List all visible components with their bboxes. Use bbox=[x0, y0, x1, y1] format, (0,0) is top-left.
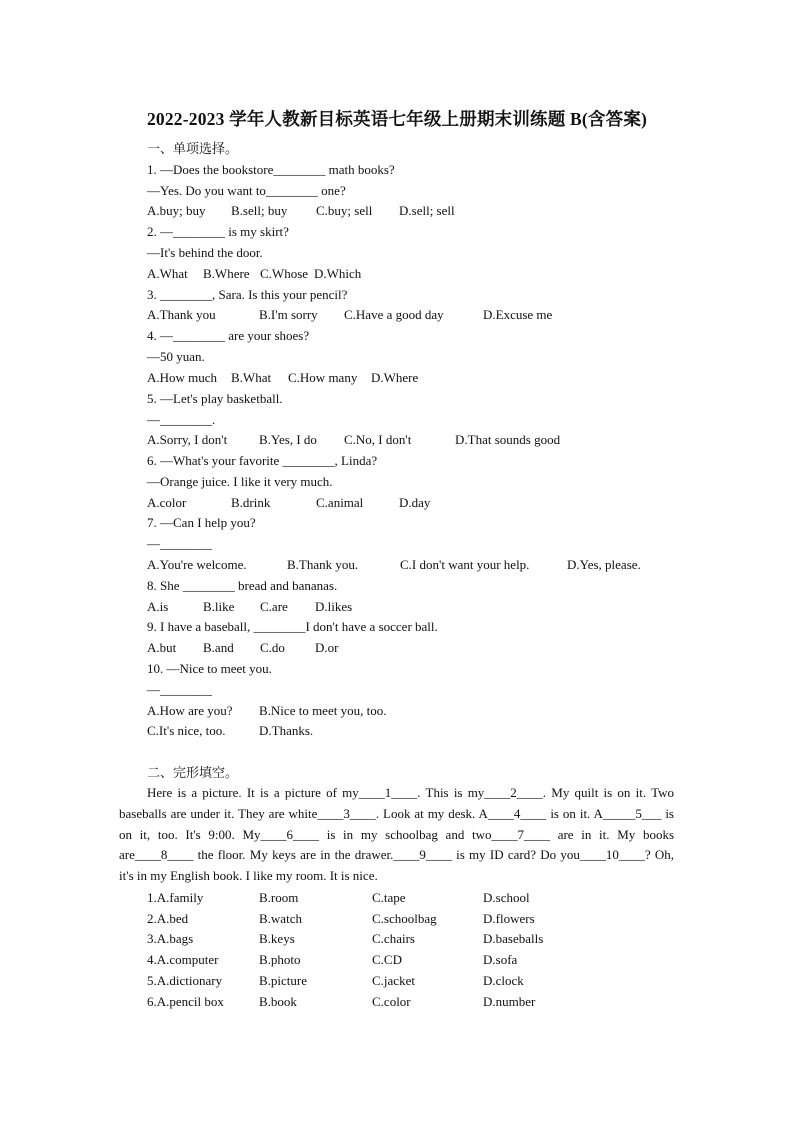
option-b: B.photo bbox=[259, 952, 301, 967]
option-a: A.How much bbox=[147, 370, 218, 385]
option-d: D.baseballs bbox=[483, 931, 544, 946]
option-a: A.buy; buy bbox=[147, 203, 206, 218]
option-d: D.Yes, please. bbox=[567, 557, 641, 572]
option-c: C.are bbox=[260, 599, 288, 614]
q6-reply: —Orange juice. I like it very much. bbox=[147, 474, 333, 489]
option-a: 1.A.family bbox=[147, 890, 204, 905]
option-a: A.Thank you bbox=[147, 307, 216, 322]
option-b: B.keys bbox=[259, 931, 295, 946]
option-b: B.I'm sorry bbox=[259, 307, 318, 322]
option-b: B.book bbox=[259, 994, 297, 1009]
q10-reply: —________ bbox=[147, 682, 212, 697]
option-c: C.buy; sell bbox=[316, 203, 373, 218]
q2-reply: —It's behind the door. bbox=[147, 245, 263, 260]
option-b: B.and bbox=[203, 640, 234, 655]
option-c: C.How many bbox=[288, 370, 358, 385]
option-d: D.day bbox=[399, 495, 431, 510]
q5-stem: 5. —Let's play basketball. bbox=[147, 391, 283, 406]
option-c: C.CD bbox=[372, 952, 402, 967]
q1-reply: —Yes. Do you want to________ one? bbox=[147, 183, 346, 198]
option-a: A.color bbox=[147, 495, 187, 510]
option-b: B.like bbox=[203, 599, 235, 614]
option-d: D.Where bbox=[371, 370, 419, 385]
option-d: D.Thanks. bbox=[259, 723, 314, 738]
section2-heading: 二、完形填空。 bbox=[147, 765, 239, 780]
q2-stem: 2. —________ is my skirt? bbox=[147, 224, 289, 239]
cloze-choice-row bbox=[147, 994, 536, 1010]
option-c: C.Have a good day bbox=[344, 307, 444, 322]
option-a: 6.A.pencil box bbox=[147, 994, 224, 1009]
option-a: 3.A.bags bbox=[147, 931, 194, 946]
cloze-passage: Here is a picture. It is a picture of my____1____. This is my____2____. My quilt is on it. Two baseballs are under it. They are white____3____. Look at my desk. A____4____ is on it. A_____5___ is on it, too. It's 9:00. My____6____ is in my schoolbag and two____7____ are in it. My books are____8____ the floor. My keys are in the drawer.____9____ is my ID card? Do you____10____? Oh, it's in my English book. I like my room. It is nice. bbox=[119, 785, 674, 884]
option-d: D.number bbox=[483, 994, 536, 1009]
option-d: D.Which bbox=[314, 266, 362, 281]
cloze-choice-row bbox=[147, 952, 518, 968]
option-d: D.That sounds good bbox=[455, 432, 561, 447]
q9-stem: 9. I have a baseball, ________I don't have a soccer ball. bbox=[147, 619, 438, 634]
option-d: D.flowers bbox=[483, 911, 535, 926]
option-c: C.tape bbox=[372, 890, 406, 905]
page-title: 2022-2023 学年人教新目标英语七年级上册期末训练题 B(含答案) bbox=[146, 109, 648, 129]
option-a: A.You're welcome. bbox=[147, 557, 247, 572]
cloze-choice-row bbox=[147, 931, 544, 947]
option-a: A.How are you? bbox=[147, 703, 233, 718]
option-a: A.What bbox=[147, 266, 188, 281]
cloze-choice-row bbox=[147, 973, 524, 989]
q8-stem: 8. She ________ bread and bananas. bbox=[147, 578, 338, 593]
option-c: C.I don't want your help. bbox=[400, 557, 530, 572]
q10-stem: 10. —Nice to meet you. bbox=[147, 661, 272, 676]
cloze-choice-row bbox=[147, 890, 530, 906]
option-a: 2.A.bed bbox=[147, 911, 189, 926]
option-c: C.do bbox=[260, 640, 285, 655]
option-b: B.Yes, I do bbox=[259, 432, 317, 447]
option-a: A.Sorry, I don't bbox=[147, 432, 228, 447]
option-c: C.No, I don't bbox=[344, 432, 412, 447]
option-b: B.Where bbox=[203, 266, 250, 281]
q3-stem: 3. ________, Sara. Is this your pencil? bbox=[147, 287, 348, 302]
option-c: C.animal bbox=[316, 495, 364, 510]
option-d: D.or bbox=[315, 640, 339, 655]
option-b: B.What bbox=[231, 370, 272, 385]
option-c: C.chairs bbox=[372, 931, 415, 946]
option-b: B.picture bbox=[259, 973, 308, 988]
option-d: D.likes bbox=[315, 599, 353, 614]
option-c: C.color bbox=[372, 994, 411, 1009]
option-c: C.schoolbag bbox=[372, 911, 437, 926]
section1-heading: 一、单项选择。 bbox=[147, 141, 239, 156]
option-a: 4.A.computer bbox=[147, 952, 219, 967]
option-d: D.sofa bbox=[483, 952, 518, 967]
q4-stem: 4. —________ are your shoes? bbox=[147, 328, 310, 343]
option-b: B.sell; buy bbox=[231, 203, 288, 218]
q7-stem: 7. —Can I help you? bbox=[147, 515, 256, 530]
option-b: B.drink bbox=[231, 495, 271, 510]
q6-stem: 6. —What's your favorite ________, Linda? bbox=[147, 453, 378, 468]
option-a: A.is bbox=[147, 599, 169, 614]
option-c: C.Whose bbox=[260, 266, 309, 281]
option-d: D.Excuse me bbox=[483, 307, 553, 322]
q4-reply: —50 yuan. bbox=[147, 349, 205, 364]
option-b: B.Thank you. bbox=[287, 557, 359, 572]
option-b: B.watch bbox=[259, 911, 302, 926]
q5-reply: —________. bbox=[147, 412, 216, 427]
option-b: B.Nice to meet you, too. bbox=[259, 703, 387, 718]
option-b: B.room bbox=[259, 890, 299, 905]
option-c: C.It's nice, too. bbox=[147, 723, 226, 738]
q7-reply: —________ bbox=[147, 536, 212, 551]
option-c: C.jacket bbox=[372, 973, 415, 988]
option-d: D.clock bbox=[483, 973, 524, 988]
cloze-choice-row bbox=[147, 911, 535, 927]
option-d: D.school bbox=[483, 890, 530, 905]
q1-stem: 1. —Does the bookstore________ math books? bbox=[147, 162, 395, 177]
option-a: A.but bbox=[147, 640, 177, 655]
option-d: D.sell; sell bbox=[399, 203, 455, 218]
option-a: 5.A.dictionary bbox=[147, 973, 223, 988]
q10-options-row2 bbox=[147, 723, 314, 771]
